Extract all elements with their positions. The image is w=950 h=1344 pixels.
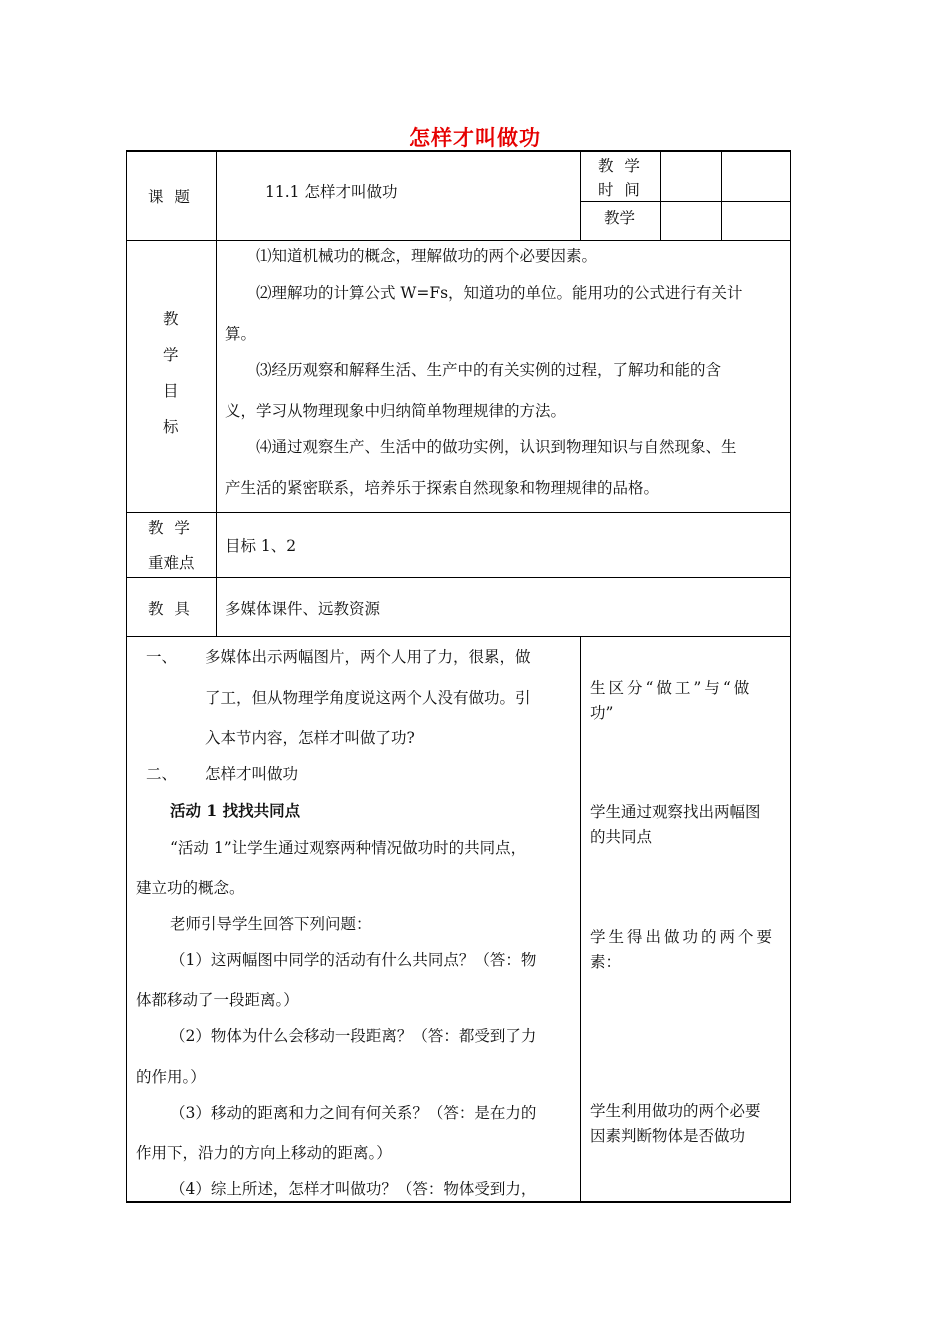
process-line: 多媒体出示两幅图片，两个人用了力，很累，做 <box>205 648 531 666</box>
student-activity: 学生得出做功的两个要 <box>590 928 776 946</box>
process-line: 入本节内容，怎样才叫做了功? <box>205 729 415 747</box>
topic-label: 课 题 <box>148 188 193 206</box>
process-line: 的作用。） <box>136 1068 206 1086</box>
objective-line: ⑷通过观察生产、生活中的做功实例，认识到物理知识与自然现象、生 <box>256 438 737 456</box>
objectives-label-char: 教 <box>163 310 179 328</box>
process-line: （4）综上所述，怎样才叫做功？（答：物体受到力， <box>170 1180 537 1198</box>
objective-line: 产生活的紧密联系，培养乐于探索自然现象和物理规律的品格。 <box>225 479 660 497</box>
process-line: “活动 1”让学生通过观察两种情况做功时的共同点， <box>170 839 527 857</box>
key-points-label-2: 重难点 <box>148 554 195 572</box>
page-title: 怎样才叫做功 <box>409 125 541 150</box>
process-line: 作用下，沿力的方向上移动的距离。） <box>136 1144 392 1162</box>
section-number: 一、 <box>146 648 178 666</box>
process-line: 了工，但从物理学角度说这两个人没有做功。引 <box>205 689 531 707</box>
time-label-1: 教 学 <box>598 157 643 175</box>
student-activity: 生区分“做工”与“做 <box>590 679 753 697</box>
student-activity: 学生利用做功的两个必要 <box>590 1102 761 1120</box>
process-line: 建立功的概念。 <box>136 879 245 897</box>
process-line: （1）这两幅图中同学的活动有什么共同点？（答：物 <box>170 951 537 969</box>
process-line: （3）移动的距离和力之间有何关系？（答：是在力的 <box>170 1104 537 1122</box>
objective-line: ⑵理解功的计算公式 W=Fs，知道功的单位。能用功的公式进行有关计 <box>256 284 743 302</box>
teach-label: 教学 <box>604 209 636 227</box>
objectives-label-char: 目 <box>163 382 179 400</box>
section-number: 二、 <box>146 765 178 783</box>
key-points-value: 目标 1、2 <box>225 537 297 555</box>
key-points-label-1: 教 学 <box>148 519 193 537</box>
objectives-label-char: 学 <box>163 346 179 364</box>
objective-line: 义，学习从物理现象中归纳简单物理规律的方法。 <box>225 402 567 420</box>
student-activity: 的共同点 <box>590 828 653 846</box>
process-line: 体都移动了一段距离。） <box>136 991 299 1009</box>
student-activity: 素： <box>590 953 622 971</box>
process-line: （2）物体为什么会移动一段距离？（答：都受到了力 <box>170 1027 537 1045</box>
student-activity: 因素判断物体是否做功 <box>590 1127 746 1145</box>
process-line: 老师引导学生回答下列问题： <box>170 915 372 933</box>
activity-heading: 活动 1 找找共同点 <box>170 801 301 820</box>
time-label-2: 时 间 <box>598 181 643 199</box>
student-activity: 学生通过观察找出两幅图 <box>590 803 761 821</box>
process-line: 怎样才叫做功 <box>205 765 299 783</box>
tools-value: 多媒体课件、远教资源 <box>225 600 381 618</box>
topic-value: 11.1 怎样才叫做功 <box>265 183 398 201</box>
objective-line: ⑴知道机械功的概念，理解做功的两个必要因素。 <box>256 247 598 265</box>
objective-line: ⑶经历观察和解释生活、生产中的有关实例的过程，了解功和能的含 <box>256 361 722 379</box>
student-activity: 功” <box>590 704 614 722</box>
objective-line: 算。 <box>225 325 257 343</box>
tools-label: 教 具 <box>148 600 193 618</box>
objectives-label-char: 标 <box>163 418 179 436</box>
